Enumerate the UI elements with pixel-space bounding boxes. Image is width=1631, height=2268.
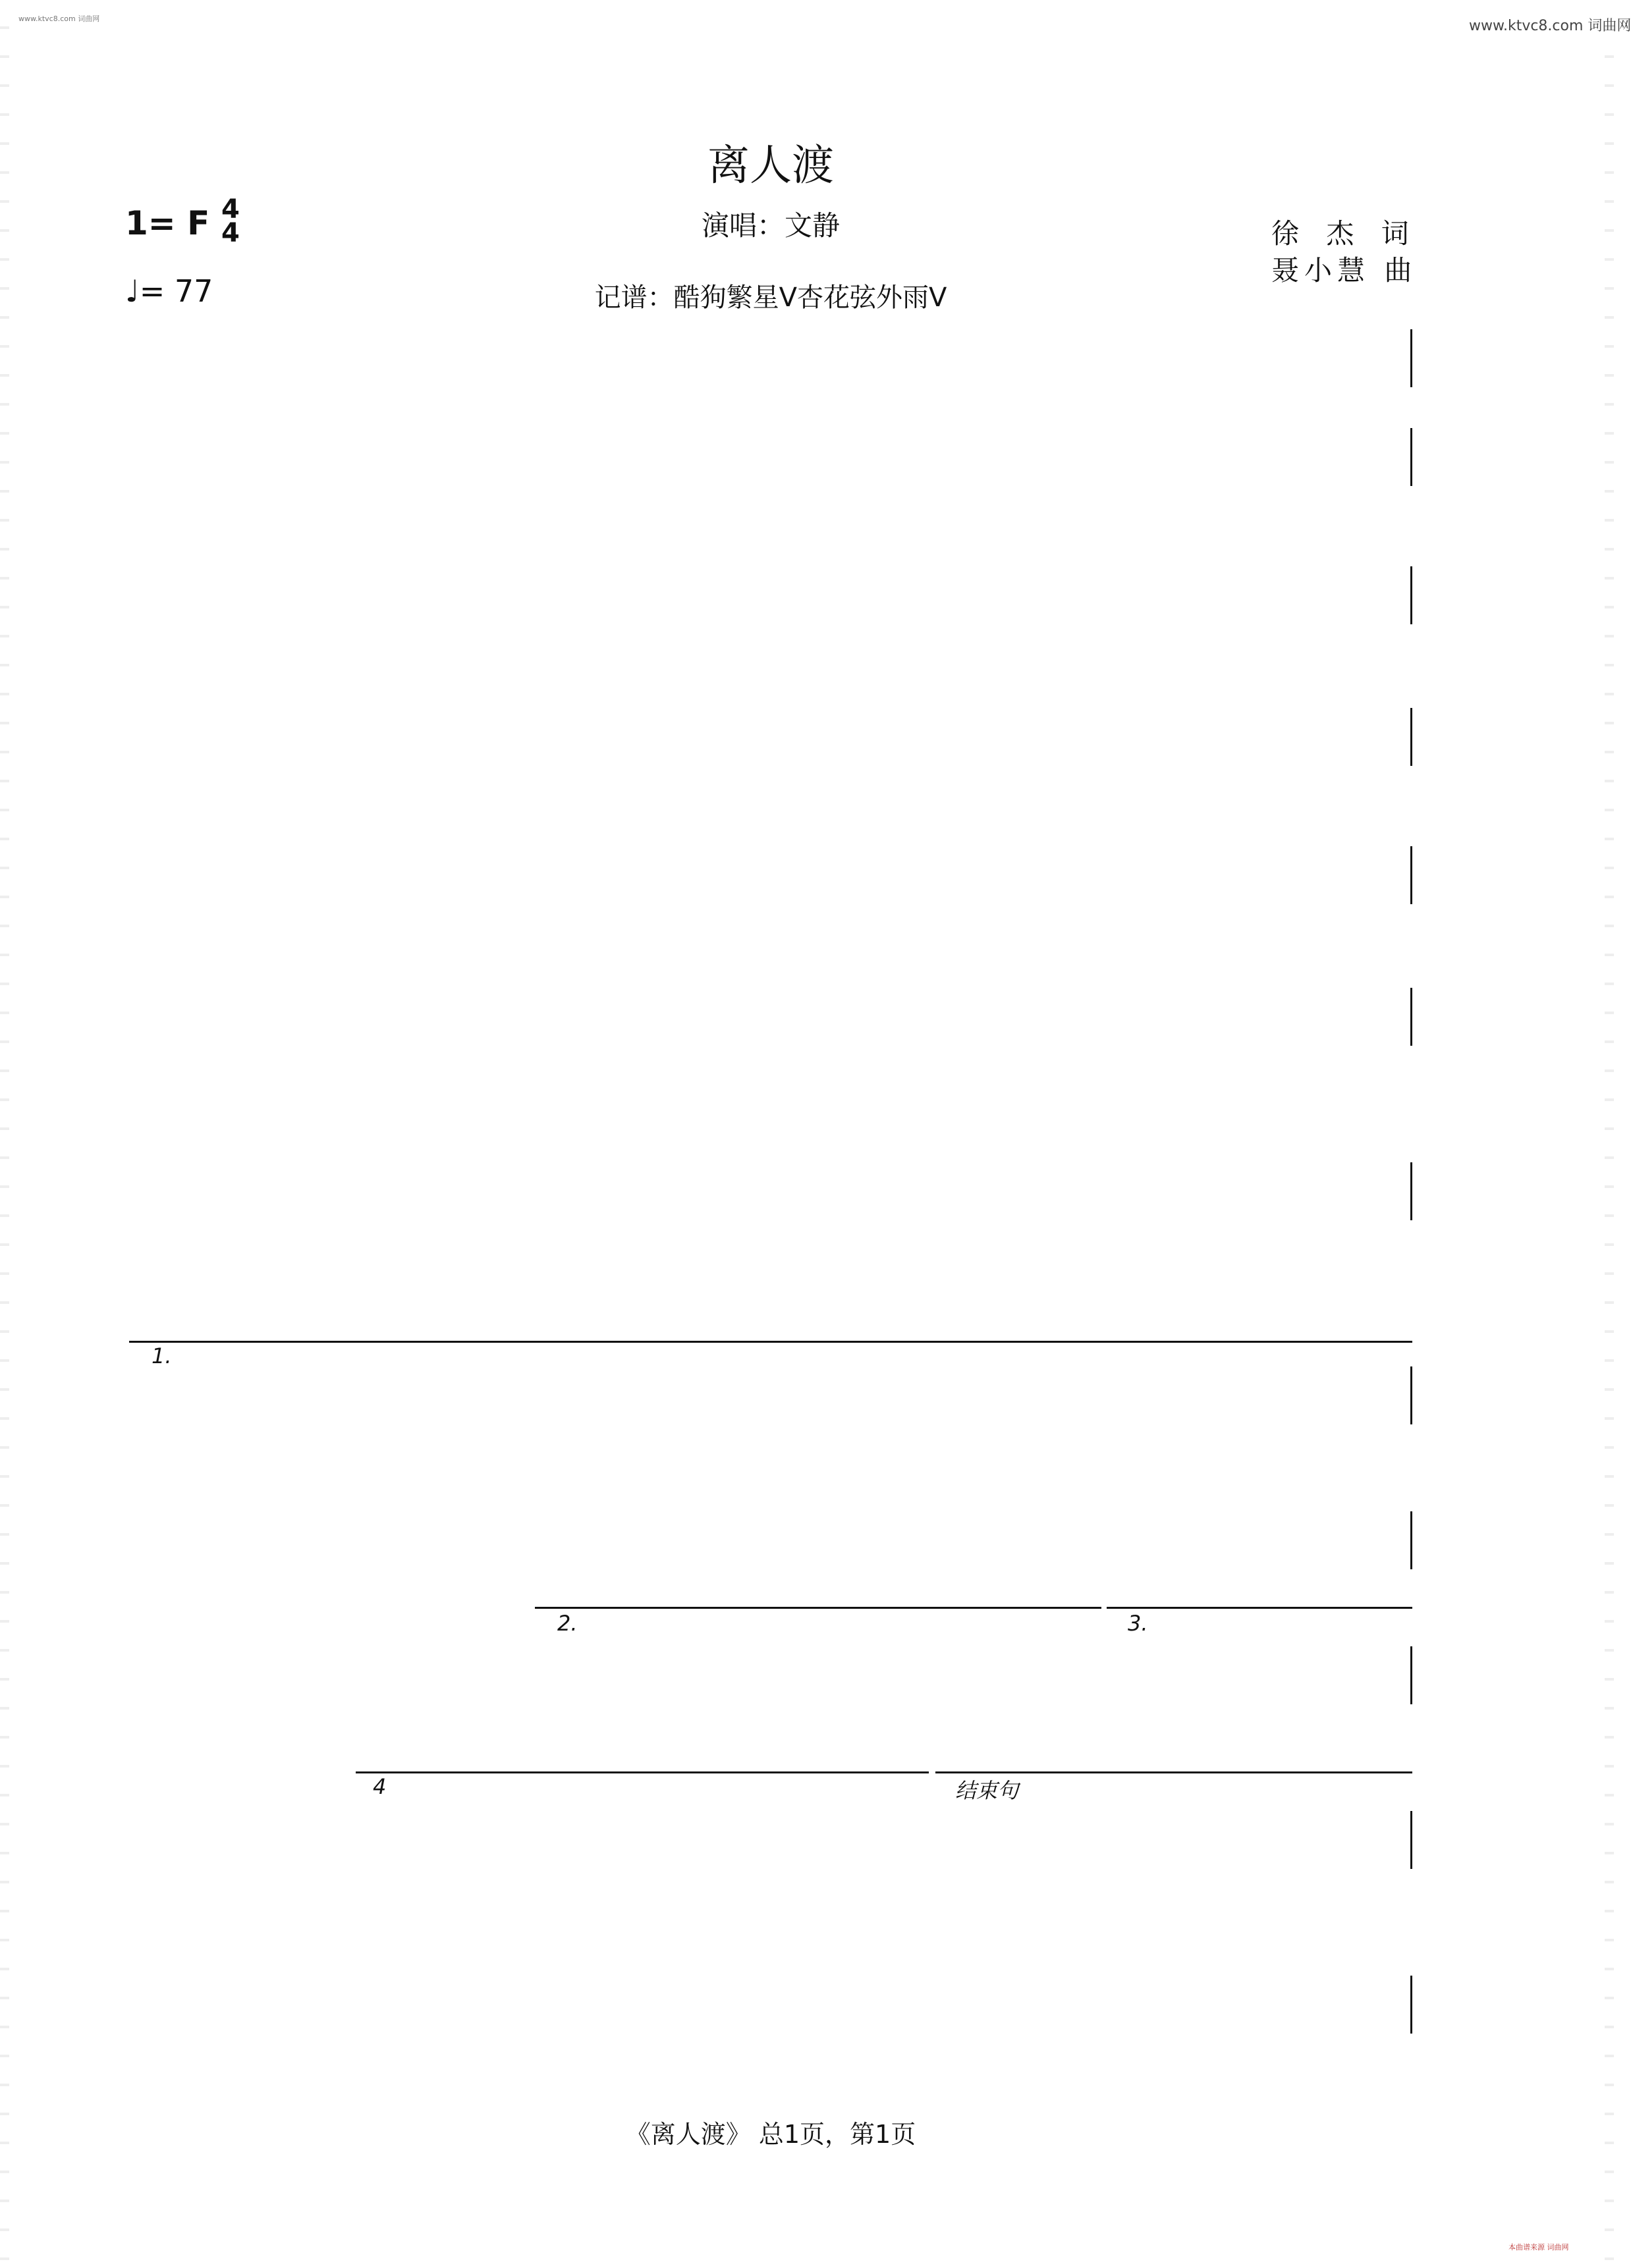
- row-end-barline: [1410, 1162, 1412, 1220]
- left-watermark-strip: [0, 0, 9, 2268]
- row-end-barline: [1410, 708, 1412, 766]
- coda-label: 结束句: [955, 1778, 1019, 1803]
- fourth-ending-label: 4: [373, 1774, 387, 1799]
- row-end-barline: [1410, 566, 1412, 624]
- time-signature-bottom: 4: [221, 218, 240, 248]
- row-end-barline: [1410, 988, 1412, 1046]
- row-end-barline: [1410, 1511, 1412, 1569]
- first-ending-bracket: [129, 1341, 1412, 1343]
- composer: 聂小慧 曲: [1271, 254, 1418, 286]
- key-signature: 1= F: [125, 204, 210, 242]
- bottom-right-watermark: 本曲谱来源 词曲网: [1508, 2243, 1569, 2252]
- top-left-watermark: www.ktvc8.com 词曲网: [18, 14, 100, 23]
- time-signature: [221, 194, 240, 248]
- second-ending-label: 2.: [557, 1611, 578, 1636]
- coda-bracket: [935, 1771, 1412, 1773]
- fourth-ending-bracket: [356, 1771, 929, 1773]
- top-right-watermark: www.ktvc8.com 词曲网: [1469, 18, 1631, 34]
- row-end-barline: [1410, 1366, 1412, 1424]
- third-ending-bracket: [1107, 1607, 1412, 1609]
- second-ending-bracket: [535, 1607, 1101, 1609]
- singer: 演唱：文静: [701, 209, 840, 242]
- row-end-barline: [1410, 1811, 1412, 1869]
- row-end-barline: [1410, 428, 1412, 486]
- page-footer: 《离人渡》 总1页，第1页: [625, 2120, 916, 2149]
- third-ending-label: 3.: [1128, 1611, 1148, 1636]
- time-signature-top: 4: [221, 194, 240, 225]
- first-ending-label: 1.: [152, 1343, 172, 1368]
- row-end-barline: [1410, 1646, 1412, 1704]
- right-watermark-strip: [1605, 0, 1614, 2268]
- row-end-barline: [1410, 1976, 1412, 2034]
- row-end-barline: [1410, 329, 1412, 387]
- row-end-barline: [1410, 846, 1412, 904]
- song-title: 离人渡: [707, 142, 834, 190]
- transcriber: 记谱：酷狗繁星V杏花弦外雨V: [594, 283, 947, 313]
- lyricist: 徐 杰 词: [1271, 217, 1418, 250]
- tempo-marking: ♩= 77: [125, 273, 213, 309]
